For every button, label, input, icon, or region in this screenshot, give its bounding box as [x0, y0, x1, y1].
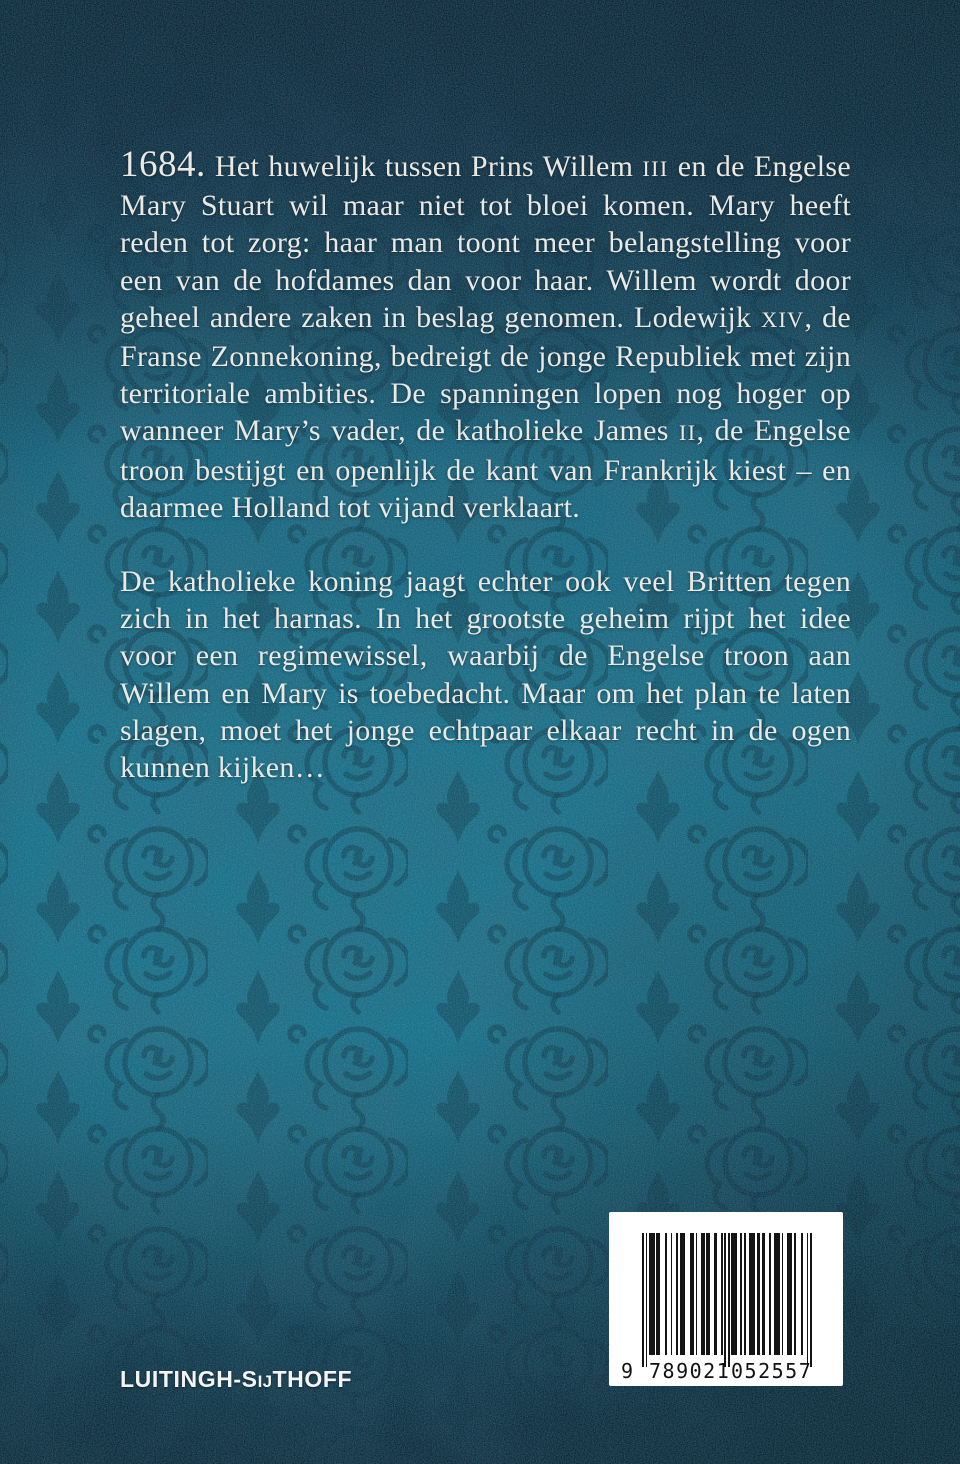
year-lead: 1684.: [120, 144, 206, 185]
barcode-digit-group: 052557: [731, 1359, 813, 1383]
barcode-bars: [642, 1233, 812, 1367]
blurb-paragraph-2: De katholieke koning jaagt echter ook veel Britten tegen zich in het harnas. In het grootste geheim rijpt het idee voor een regimewissel, waarbij de Engelse troon aan Willem en Mary is toebedacht. Maar om het plan te laten slagen, moet het jonge echtpaar elkaar recht in de ogen kunnen kijken…: [120, 565, 851, 785]
barcode: [609, 1212, 843, 1386]
blurb-paragraph-1: [120, 146, 851, 526]
barcode-digit-group: 9: [621, 1359, 635, 1383]
blurb-paragraph-1-text: Het huwelijk tussen Prins Willem III en de Engelse Mary Stuart wil maar niet tot bloei komen. Mary heeft reden tot zorg: haar man toont meer belangstelling voor een van de hofdames dan voor haar. Willem wordt door geheel andere zaken in beslag genomen. Lodewijk XIV, de Franse Zonnekoning, bedreigt de jonge Republiek met zijn territoriale ambities. De spanningen lopen nog hoger op wanneer Mary’s vader, de katholieke James II, de Engelse troon bestijgt en openlijk de kant van Frankrijk kiest – en daarmee Holland tot vijand verklaart.: [120, 150, 852, 524]
barcode-digit-group: 789021: [649, 1359, 731, 1383]
blurb: [120, 146, 851, 786]
publisher-logo: LUITINGH-SIJTHOFF: [120, 1366, 353, 1392]
